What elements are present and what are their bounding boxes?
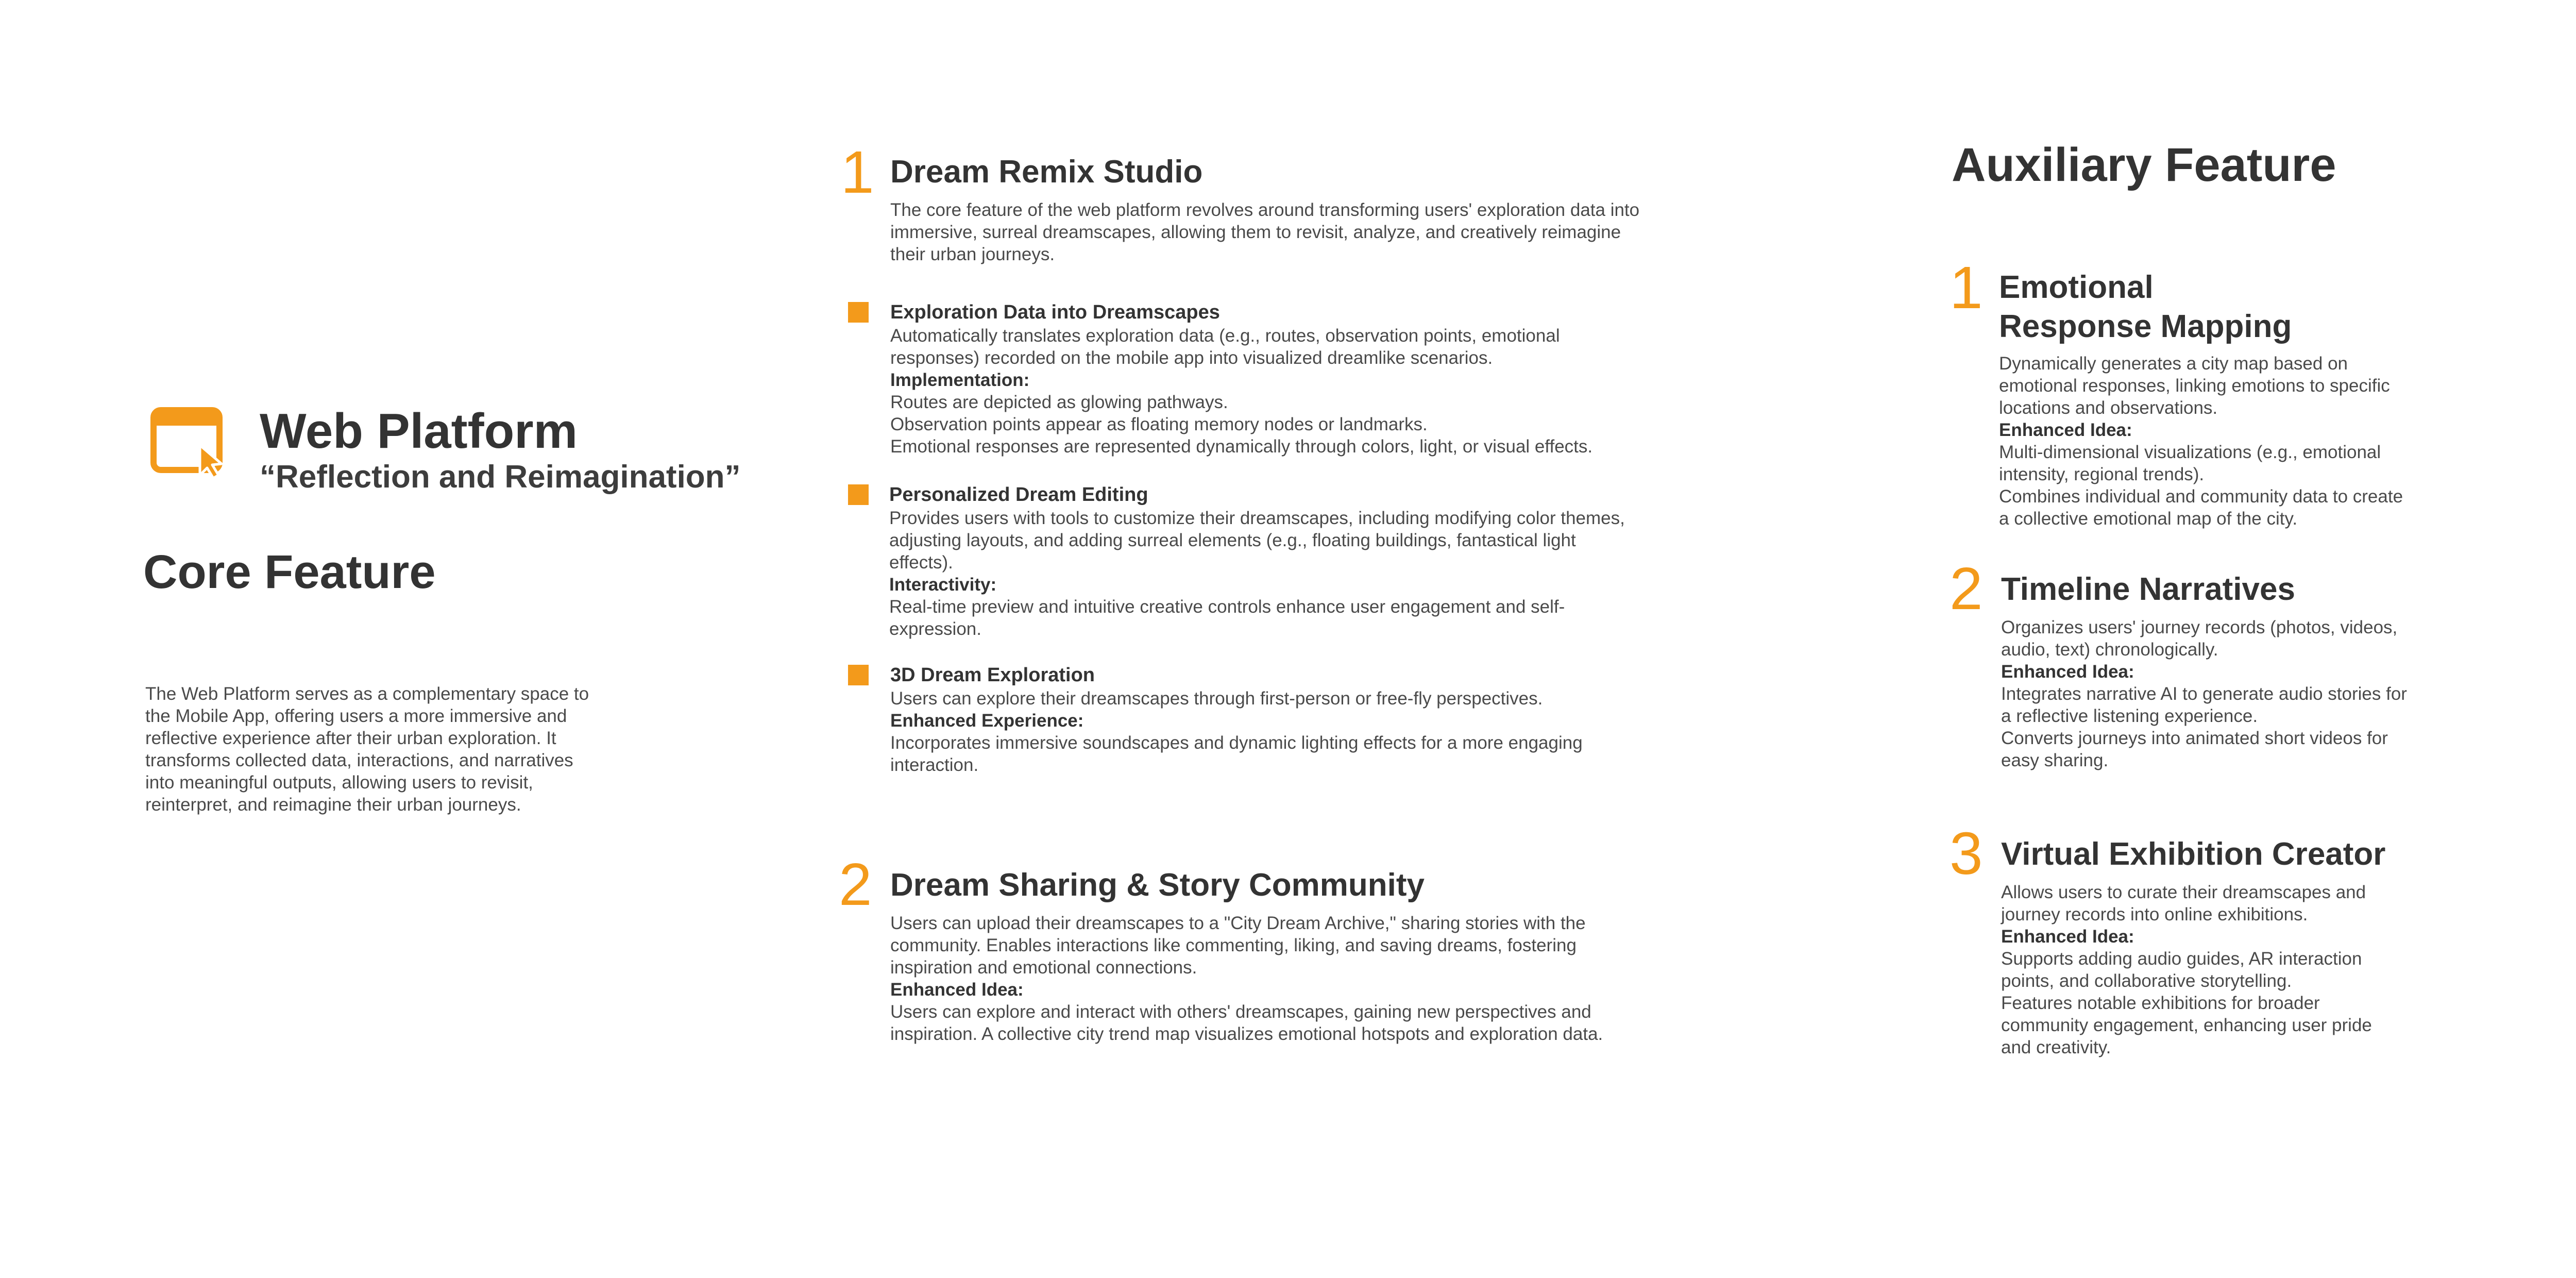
platform-subtitle: “Reflection and Reimagination” bbox=[260, 459, 741, 495]
bullet-square-icon bbox=[848, 302, 869, 323]
body-label: Enhanced Experience: bbox=[890, 711, 1084, 731]
body-label: Enhanced Idea: bbox=[890, 980, 1024, 1000]
feature-number: 3 bbox=[1950, 820, 1983, 887]
feature-body bbox=[890, 912, 1648, 1045]
feature-description: The core feature of the web platform revolves around transforming users' exploration data into immersive, surreal dreamscapes, allowing them to revisit, analyze, and creatively reimagine their urban journeys. bbox=[890, 200, 1640, 264]
body-line: Automatically translates exploration data (e.g., routes, observation points, emotional responses) recorded on the mobile app into visualized dreamlike scenarios. bbox=[890, 326, 1560, 368]
body-line: Allows users to curate their dreamscapes and journey records into online exhibitions. bbox=[2001, 882, 2366, 924]
core-feature-heading: Core Feature bbox=[143, 546, 436, 598]
body-line: Users can upload their dreamscapes to a "City Dream Archive," sharing stories with the community. Enables interactions like commenting, liking, and saving dreams, fostering inspiration and emotional connections. bbox=[890, 913, 1586, 978]
feature-number: 2 bbox=[1950, 555, 1983, 622]
bullet-square-icon bbox=[848, 484, 869, 505]
body-line: Supports adding audio guides, AR interaction points, and collaborative storytelling. bbox=[2001, 949, 2362, 991]
feature-title-line: Response Mapping bbox=[1999, 308, 2292, 344]
bullet-square-icon bbox=[848, 665, 869, 685]
body-label: Interactivity: bbox=[889, 575, 997, 595]
body-line: Organizes users' journey records (photos, videos, audio, text) chronologically. bbox=[2001, 617, 2398, 660]
feature-body bbox=[2001, 616, 2408, 771]
body-line: Users can explore their dreamscapes through first-person or free-fly perspectives. bbox=[890, 688, 1543, 709]
body-line: Provides users with tools to customize their dreamscapes, including modifying color themes, adjusting layouts, and adding surreal elements (e.g., floating buildings, fantastical light effects). bbox=[889, 508, 1625, 573]
feature-title: Timeline Narratives bbox=[2001, 571, 2295, 607]
feature-title: Virtual Exhibition Creator bbox=[2001, 836, 2386, 872]
subfeature-title: 3D Dream Exploration bbox=[890, 664, 1095, 686]
feature-number: 1 bbox=[1950, 254, 1983, 321]
body-line: Combines individual and community data to create a collective emotional map of the city. bbox=[1999, 486, 2403, 529]
body-line: Integrates narrative AI to generate audio stories for a reflective listening experience. bbox=[2001, 684, 2407, 726]
body-line: Incorporates immersive soundscapes and dynamic lighting effects for a more engaging interaction. bbox=[890, 733, 1583, 775]
web-browser-cursor-icon bbox=[150, 407, 229, 479]
feature-body bbox=[2001, 881, 2403, 1058]
body-line: Routes are depicted as glowing pathways. bbox=[890, 392, 1228, 412]
subfeature-body bbox=[889, 507, 1631, 640]
body-label: Enhanced Idea: bbox=[2001, 927, 2134, 947]
body-line: Features notable exhibitions for broader community engagement, enhancing user pride and creativity. bbox=[2001, 993, 2372, 1057]
feature-number: 1 bbox=[841, 139, 874, 206]
subfeature-body bbox=[890, 687, 1653, 776]
feature-title bbox=[1999, 268, 2292, 346]
platform-title: Web Platform bbox=[260, 403, 578, 459]
body-label: Enhanced Idea: bbox=[2001, 662, 2134, 682]
subfeature-body bbox=[890, 325, 1653, 458]
auxiliary-feature-heading: Auxiliary Feature bbox=[1952, 139, 2336, 191]
body-line: Observation points appear as floating memory nodes or landmarks. bbox=[890, 414, 1428, 434]
body-line: Converts journeys into animated short videos for easy sharing. bbox=[2001, 728, 2388, 770]
body-label: Implementation: bbox=[890, 370, 1030, 390]
feature-title: Dream Sharing & Story Community bbox=[890, 867, 1425, 903]
feature-title-line: Emotional bbox=[1999, 270, 2154, 305]
body-line: Dynamically generates a city map based on emotional responses, linking emotions to specific locations and observations. bbox=[1999, 354, 2390, 418]
feature-body bbox=[1999, 352, 2406, 530]
feature-title: Dream Remix Studio bbox=[890, 154, 1203, 190]
subfeature-title: Personalized Dream Editing bbox=[889, 484, 1148, 506]
body-label: Enhanced Idea: bbox=[1999, 420, 2132, 440]
body-line: Real-time preview and intuitive creative controls enhance user engagement and self-expression. bbox=[889, 597, 1565, 639]
body-line: Multi-dimensional visualizations (e.g., emotional intensity, regional trends). bbox=[1999, 442, 2381, 484]
intro-description: The Web Platform serves as a complementary space to the Mobile App, offering users a more immersive and reflective experience after their urban exploration. It transforms collected data, interactions, and narratives into meaningful outputs, allowing users to revisit, reinterpret, and reimagine their urban journeys. bbox=[145, 684, 589, 815]
feature-number: 2 bbox=[839, 851, 872, 918]
subfeature-title: Exploration Data into Dreamscapes bbox=[890, 301, 1220, 323]
body-line: Users can explore and interact with others' dreamscapes, gaining new perspectives and inspiration. A collective city trend map visualizes emotional hotspots and exploration data. bbox=[890, 1002, 1603, 1044]
body-line: Emotional responses are represented dynamically through colors, light, or visual effects. bbox=[890, 436, 1593, 457]
